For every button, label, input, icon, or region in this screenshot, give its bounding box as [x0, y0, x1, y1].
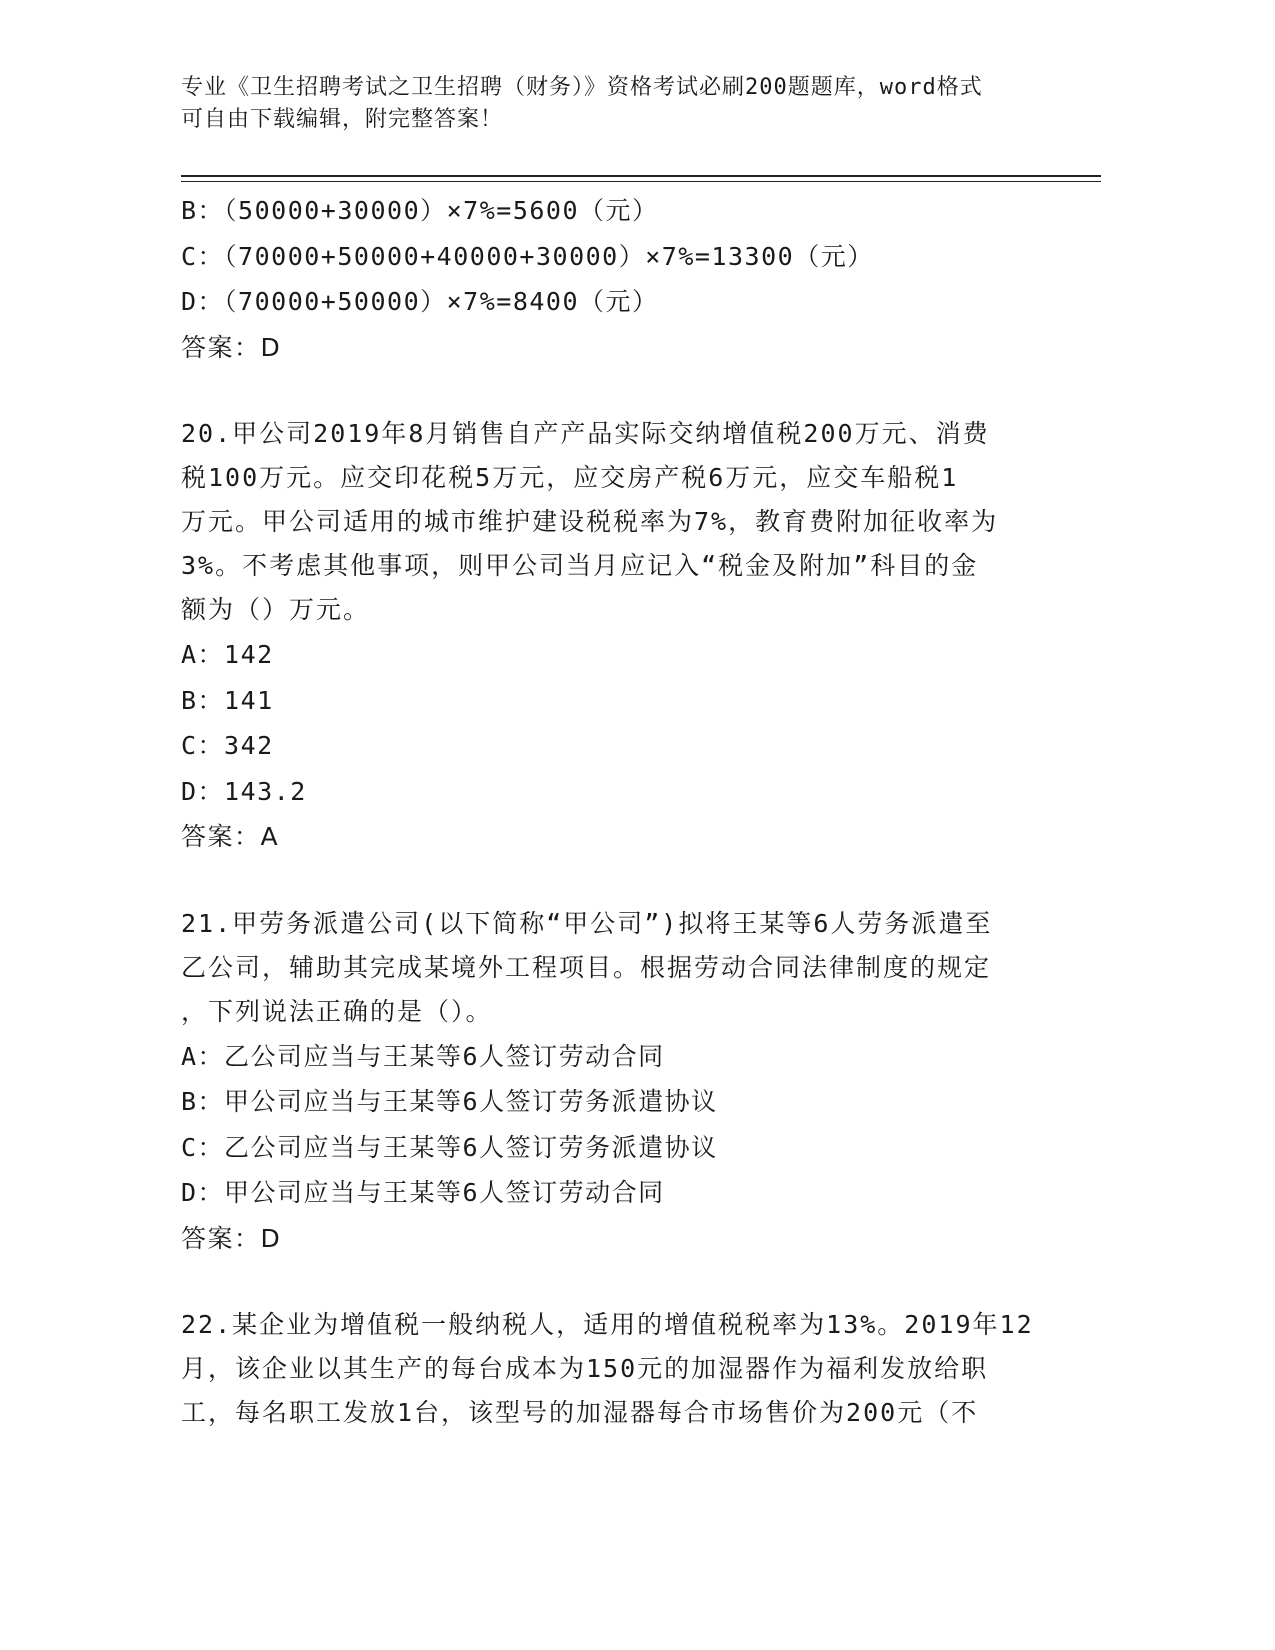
header-line-2: 可自由下载编辑，附完整答案！ [181, 107, 504, 132]
header-rule-thin [181, 181, 1101, 182]
option-b: B：（50000+30000）×7%=5600（元） [181, 196, 659, 225]
header-line-1: 专业《卫生招聘考试之卫生招聘（财务）》资格考试必刷200题题库，word格式 [181, 75, 983, 100]
option-d: D：甲公司应当与王某等6人签订劳动合同 [181, 1178, 665, 1207]
option-c: C：乙公司应当与王某等6人签订劳务派遣协议 [181, 1132, 718, 1162]
document-body [181, 188, 1061, 1435]
question-text-line: 乙公司，辅助其完成某境外工程项目。根据劳动合同法律制度的规定 [181, 952, 992, 982]
option-d: D：（70000+50000）×7%=8400（元） [181, 287, 659, 316]
question-answer: 答案：A [181, 822, 280, 851]
question-text-line: ，下列说法正确的是（）。 [181, 996, 493, 1026]
spacer [181, 1261, 1061, 1303]
option-c: C：（70000+50000+40000+30000）×7%=13300（元） [181, 241, 874, 271]
question-text-line: 20.甲公司2019年8月销售自产产品实际交纳增值税200万元、消费 [181, 419, 990, 448]
question-text-line: 额为（）万元。 [181, 595, 371, 624]
document-header [181, 72, 1081, 136]
question-21 [181, 902, 1061, 1262]
option-a: A：乙公司应当与王某等6人签订劳动合同 [181, 1041, 665, 1071]
prev-question-options [181, 188, 1061, 325]
option-d: D：143.2 [181, 776, 307, 806]
question-text-line: 22.某企业为增值税一般纳税人，适用的增值税税率为13%。2019年12 [181, 1310, 1034, 1339]
question-text-line: 月，该企业以其生产的每台成本为150元的加湿器作为福利发放给职 [181, 1354, 989, 1383]
question-text-line: 税100万元。应交印花税5万元，应交房产税6万元，应交车船税1 [181, 463, 959, 492]
question-20 [181, 412, 1061, 860]
option-b: B：甲公司应当与王某等6人签订劳务派遣协议 [181, 1087, 718, 1116]
option-a: A：142 [181, 640, 274, 669]
question-text-line: 21.甲劳务派遣公司(以下简称“甲公司”)拟将王某等6人劳务派遣至 [181, 908, 993, 938]
question-text-line: 万元。甲公司适用的城市维护建设税税率为7%，教育费附加征收率为 [181, 507, 999, 536]
spacer [181, 860, 1061, 902]
question-answer: 答案：D [181, 1223, 282, 1253]
spacer [181, 370, 1061, 412]
header-rule-thick [181, 175, 1101, 177]
question-text-line: 工，每名职工发放1台，该型号的加湿器每合市场售价为200元（不 [181, 1398, 979, 1427]
option-b: B：141 [181, 685, 274, 715]
option-c: C：342 [181, 731, 274, 760]
prev-question-answer: 答案：D [181, 332, 282, 362]
question-text-line: 3%。不考虑其他事项，则甲公司当月应记入“税金及附加”科目的金 [181, 551, 979, 580]
question-22 [181, 1303, 1061, 1435]
